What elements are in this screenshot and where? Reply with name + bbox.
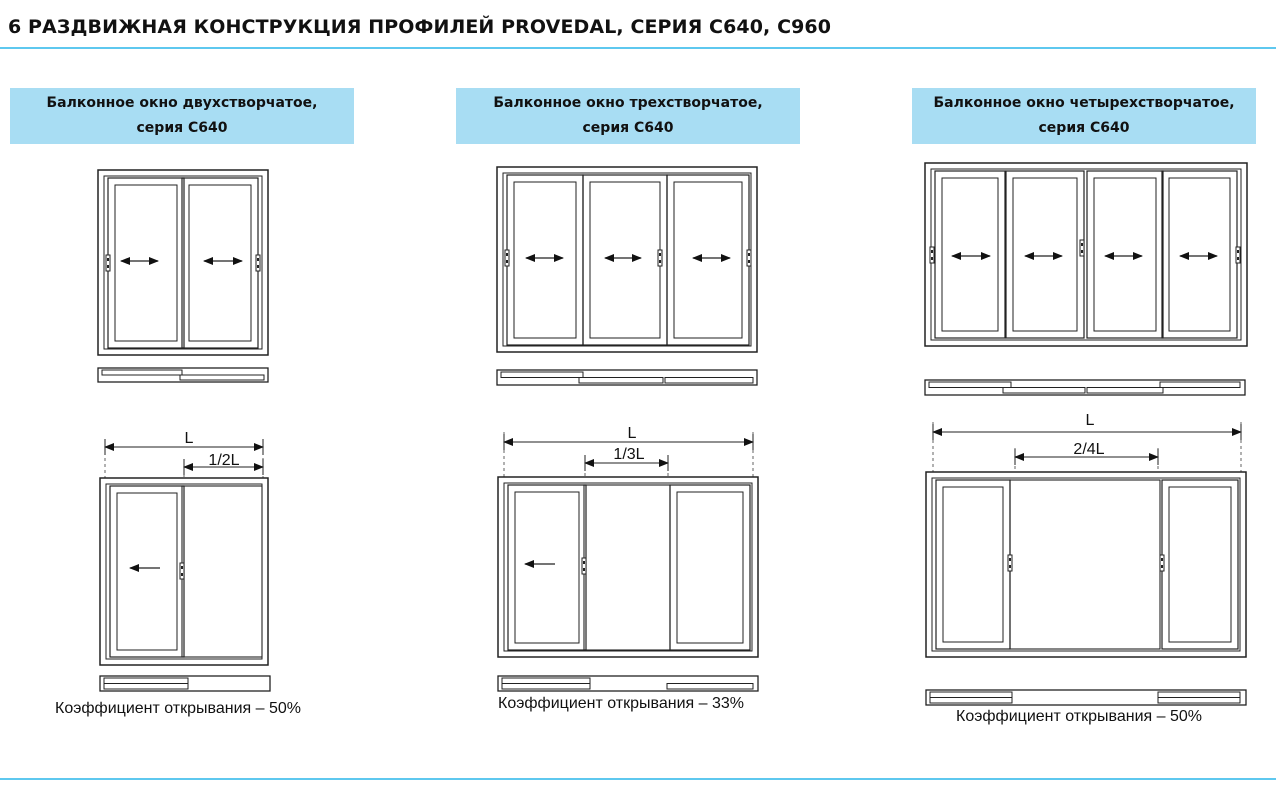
sash-panel — [507, 175, 583, 345]
profile-section — [926, 690, 1246, 705]
fixed-panel-open — [182, 486, 262, 657]
dimension-opening-label: 2/4L — [1073, 441, 1105, 458]
dimension-total-label: L — [184, 430, 194, 447]
sash-panel — [1006, 171, 1084, 338]
sash-panel — [1162, 480, 1238, 649]
sash-panel — [667, 175, 749, 345]
handle — [1160, 555, 1164, 571]
handle — [1236, 247, 1240, 263]
sash-panel — [583, 175, 667, 345]
opening-coefficient: Коэффициент открывания – 50% — [956, 708, 1202, 725]
handle — [747, 250, 751, 266]
column-header-line2: серия С640 — [1038, 120, 1130, 136]
column-header-line2: серия С640 — [136, 120, 228, 136]
handle — [582, 558, 586, 574]
column-header-line1: Балконное окно четырехстворчатое, — [933, 95, 1235, 111]
dimension-opening-label: 1/2L — [208, 452, 240, 469]
window-frame — [498, 477, 758, 657]
window-frame — [497, 167, 757, 352]
opening-coefficient: Коэффициент открывания – 50% — [55, 700, 301, 717]
handle — [1008, 555, 1012, 571]
sash-panel — [1162, 171, 1237, 338]
profile-section — [98, 368, 268, 382]
sash-panel — [936, 480, 1010, 649]
sash-panel — [1087, 171, 1163, 338]
window-frame — [925, 163, 1247, 346]
sash-panel — [670, 485, 750, 650]
column-header-line2: серия С640 — [582, 120, 674, 136]
profile-section — [498, 676, 758, 691]
window-frame — [926, 472, 1246, 657]
sash-panel — [935, 171, 1005, 338]
handle — [1080, 240, 1084, 256]
fixed-panel-open — [584, 485, 670, 650]
sash-panel — [182, 178, 258, 348]
profile-section — [100, 676, 270, 691]
window-frame — [98, 170, 268, 355]
dimension-total-label: L — [627, 425, 637, 442]
column-header-line1: Балконное окно двухстворчатое, — [46, 95, 318, 111]
sash-panel — [108, 178, 184, 348]
dimension-opening-label: 1/3L — [613, 446, 645, 463]
opening-coefficient: Коэффициент открывания – 33% — [498, 695, 744, 712]
handle — [505, 250, 509, 266]
profile-section — [497, 370, 757, 385]
handle — [180, 563, 184, 579]
handle — [930, 247, 934, 263]
profile-section — [925, 380, 1245, 395]
handle — [106, 255, 110, 271]
sash-panel — [508, 485, 586, 650]
fixed-panel-open — [1010, 480, 1160, 649]
handle — [256, 255, 260, 271]
column-header-line1: Балконное окно трехстворчатое, — [493, 95, 763, 111]
handle — [658, 250, 662, 266]
sash-panel — [110, 486, 184, 657]
page-title: 6 РАЗДВИЖНАЯ КОНСТРУКЦИЯ ПРОФИЛЕЙ PROVEDAL, СЕРИЯ С640, С960 — [8, 16, 832, 38]
dimension-total-label: L — [1085, 412, 1095, 429]
